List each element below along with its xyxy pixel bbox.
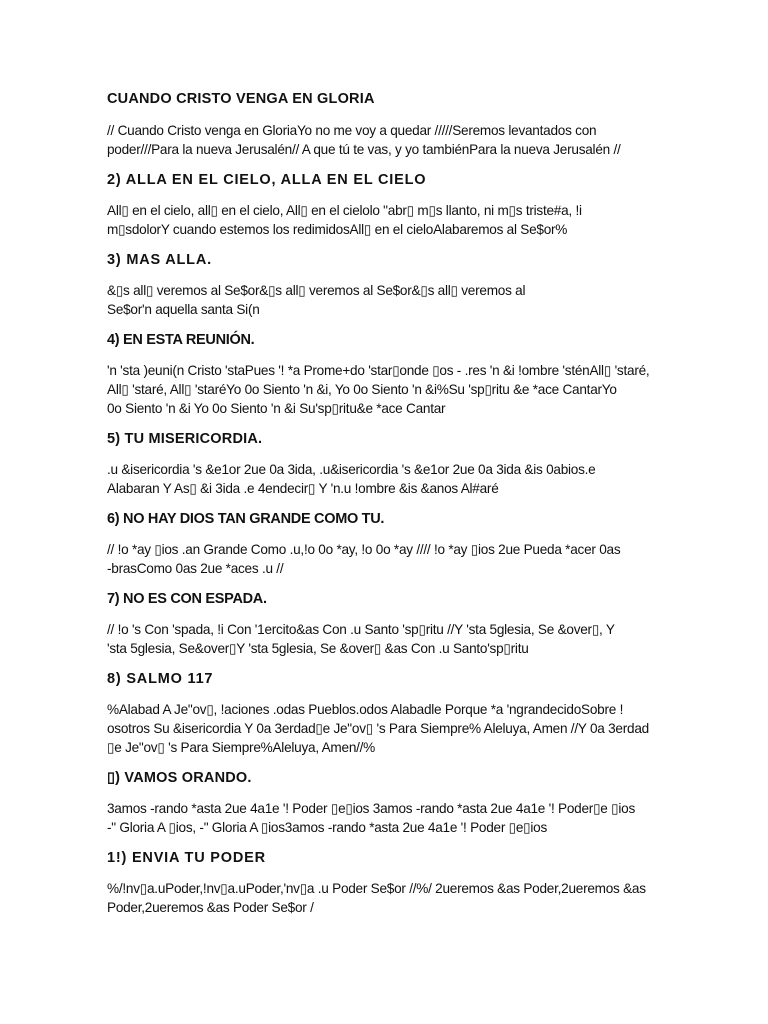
text-line: .u &isericordia 's &e1or 2ue 0a 3ida, .u&isericordia 's &e1or 2ue 0a 3ida &is 0abios.e — [107, 462, 596, 477]
section-1 — [107, 90, 668, 159]
text-line: // Cuando Cristo venga en GloriaYo no me voy a quedar /////Seremos levantados con — [107, 123, 597, 138]
text-line: %/!nv▯a.uPoder,!nv▯a.uPoder,'nv▯a .u Poder Se$or //%/ 2ueremos &as Poder,2ueremos &as — [107, 881, 646, 896]
section-4 — [107, 331, 668, 418]
text-line: %Alabad A Je"ov▯, !aciones .odas Pueblos.odos Alabadle Porque *a 'ngrandecidoSobre ! — [107, 702, 624, 717]
text-line: ▯e Je"ov▯ 's Para Siempre%Aleluya, Amen//% — [107, 740, 376, 755]
text-line: 'n 'sta )euni(n Cristo 'staPues '! *a Prome+do 'star▯onde ▯os - .res 'n &i !ombre 'sténAll▯ 'staré, — [107, 363, 650, 378]
text-line: Se$or'n aquella santa Si(n — [107, 302, 260, 317]
section-10 — [107, 849, 668, 917]
text-line: osotros Su &isericordia Y 0a 3erdad▯e Je"ov▯ 's Para Siempre% Aleluya, Amen //Y 0a 3erdad — [107, 721, 649, 736]
section-body — [107, 700, 668, 757]
section-8 — [107, 670, 668, 757]
text-line: -" Gloria A ▯ios, -" Gloria A ▯ios3amos -rando *asta 2ue 4a1e '! Poder ▯e▯ios — [107, 820, 548, 835]
text-line: 0o Siento 'n &i Yo 0o Siento 'n &i Su'sp▯ritu&e *ace Cantar — [107, 401, 446, 416]
section-body — [107, 620, 668, 658]
section-3 — [107, 251, 668, 319]
text-line: poder///Para la nueva Jerusalén// A que tú te vas, y yo tambiénPara la nueva Jerusalén // — [107, 142, 621, 157]
section-body — [107, 799, 668, 837]
text-line: &▯s all▯ veremos al Se$or&▯s all▯ veremos al Se$or&▯s all▯ veremos al — [107, 283, 526, 298]
section-title: CUANDO CRISTO VENGA EN GLORIA — [107, 91, 375, 107]
text-line: // !o 's Con 'spada, !i Con '1ercito&as Con .u Santo 'sp▯ritu //Y 'sta 5glesia, Se &over▯, Y — [107, 622, 615, 637]
section-body — [107, 460, 668, 498]
text-line: m▯sdolorY cuando estemos los redimidosAll▯ en el cieloAlabaremos al Se$or% — [107, 222, 568, 237]
section-body — [107, 361, 668, 418]
section-9 — [107, 769, 668, 837]
text-line: 3amos -rando *asta 2ue 4a1e '! Poder ▯e▯ios 3amos -rando *asta 2ue 4a1e '! Poder▯e ▯ios — [107, 801, 635, 816]
text-line: All▯ en el cielo, all▯ en el cielo, All▯ en el cielolo "abr▯ m▯s llanto, ni m▯s triste#a, !i — [107, 203, 582, 218]
section-title: 6) NO HAY DIOS TAN GRANDE COMO TU. — [107, 511, 385, 527]
section-title: 7) NO ES CON ESPADA. — [107, 591, 267, 607]
section-2 — [107, 171, 668, 239]
text-line: 'sta 5glesia, Se&over▯Y 'sta 5glesia, Se &over▯ &as Con .u Santo'sp▯ritu — [107, 641, 529, 656]
section-title: 1!) ENVIA TU PODER — [107, 850, 266, 866]
section-title: 2) ALLA EN EL CIELO, ALLA EN EL CIELO — [107, 172, 427, 188]
section-body — [107, 201, 668, 239]
section-5 — [107, 430, 668, 498]
text-line: -brasComo 0as 2ue *aces .u // — [107, 561, 284, 576]
section-title: 8) SALMO 117 — [107, 671, 214, 687]
section-title: 3) MAS ALLA. — [107, 252, 212, 268]
text-line: Alabaran Y As▯ &i 3ida .e 4endecir▯ Y 'n.u !ombre &is &anos Al#aré — [107, 481, 499, 496]
section-body — [107, 121, 668, 159]
text-line: All▯ 'staré, All▯ 'staréYo 0o Siento 'n &i, Yo 0o Siento 'n &i%Su 'sp▯ritu &e *ace CantarYo — [107, 382, 617, 397]
section-title: 4) EN ESTA REUNIÓN. — [107, 332, 255, 348]
section-title: ▯) VAMOS ORANDO. — [107, 770, 252, 786]
text-line: Poder,2ueremos &as Poder Se$or / — [107, 900, 314, 915]
section-7 — [107, 590, 668, 658]
section-title: 5) TU MISERICORDIA. — [107, 431, 263, 447]
section-6 — [107, 510, 668, 578]
section-body — [107, 281, 668, 319]
text-line: // !o *ay ▯ios .an Grande Como .u,!o 0o *ay, !o 0o *ay //// !o *ay ▯ios 2ue Pueda *acer 0as — [107, 542, 621, 557]
section-body — [107, 540, 668, 578]
section-body — [107, 879, 668, 917]
